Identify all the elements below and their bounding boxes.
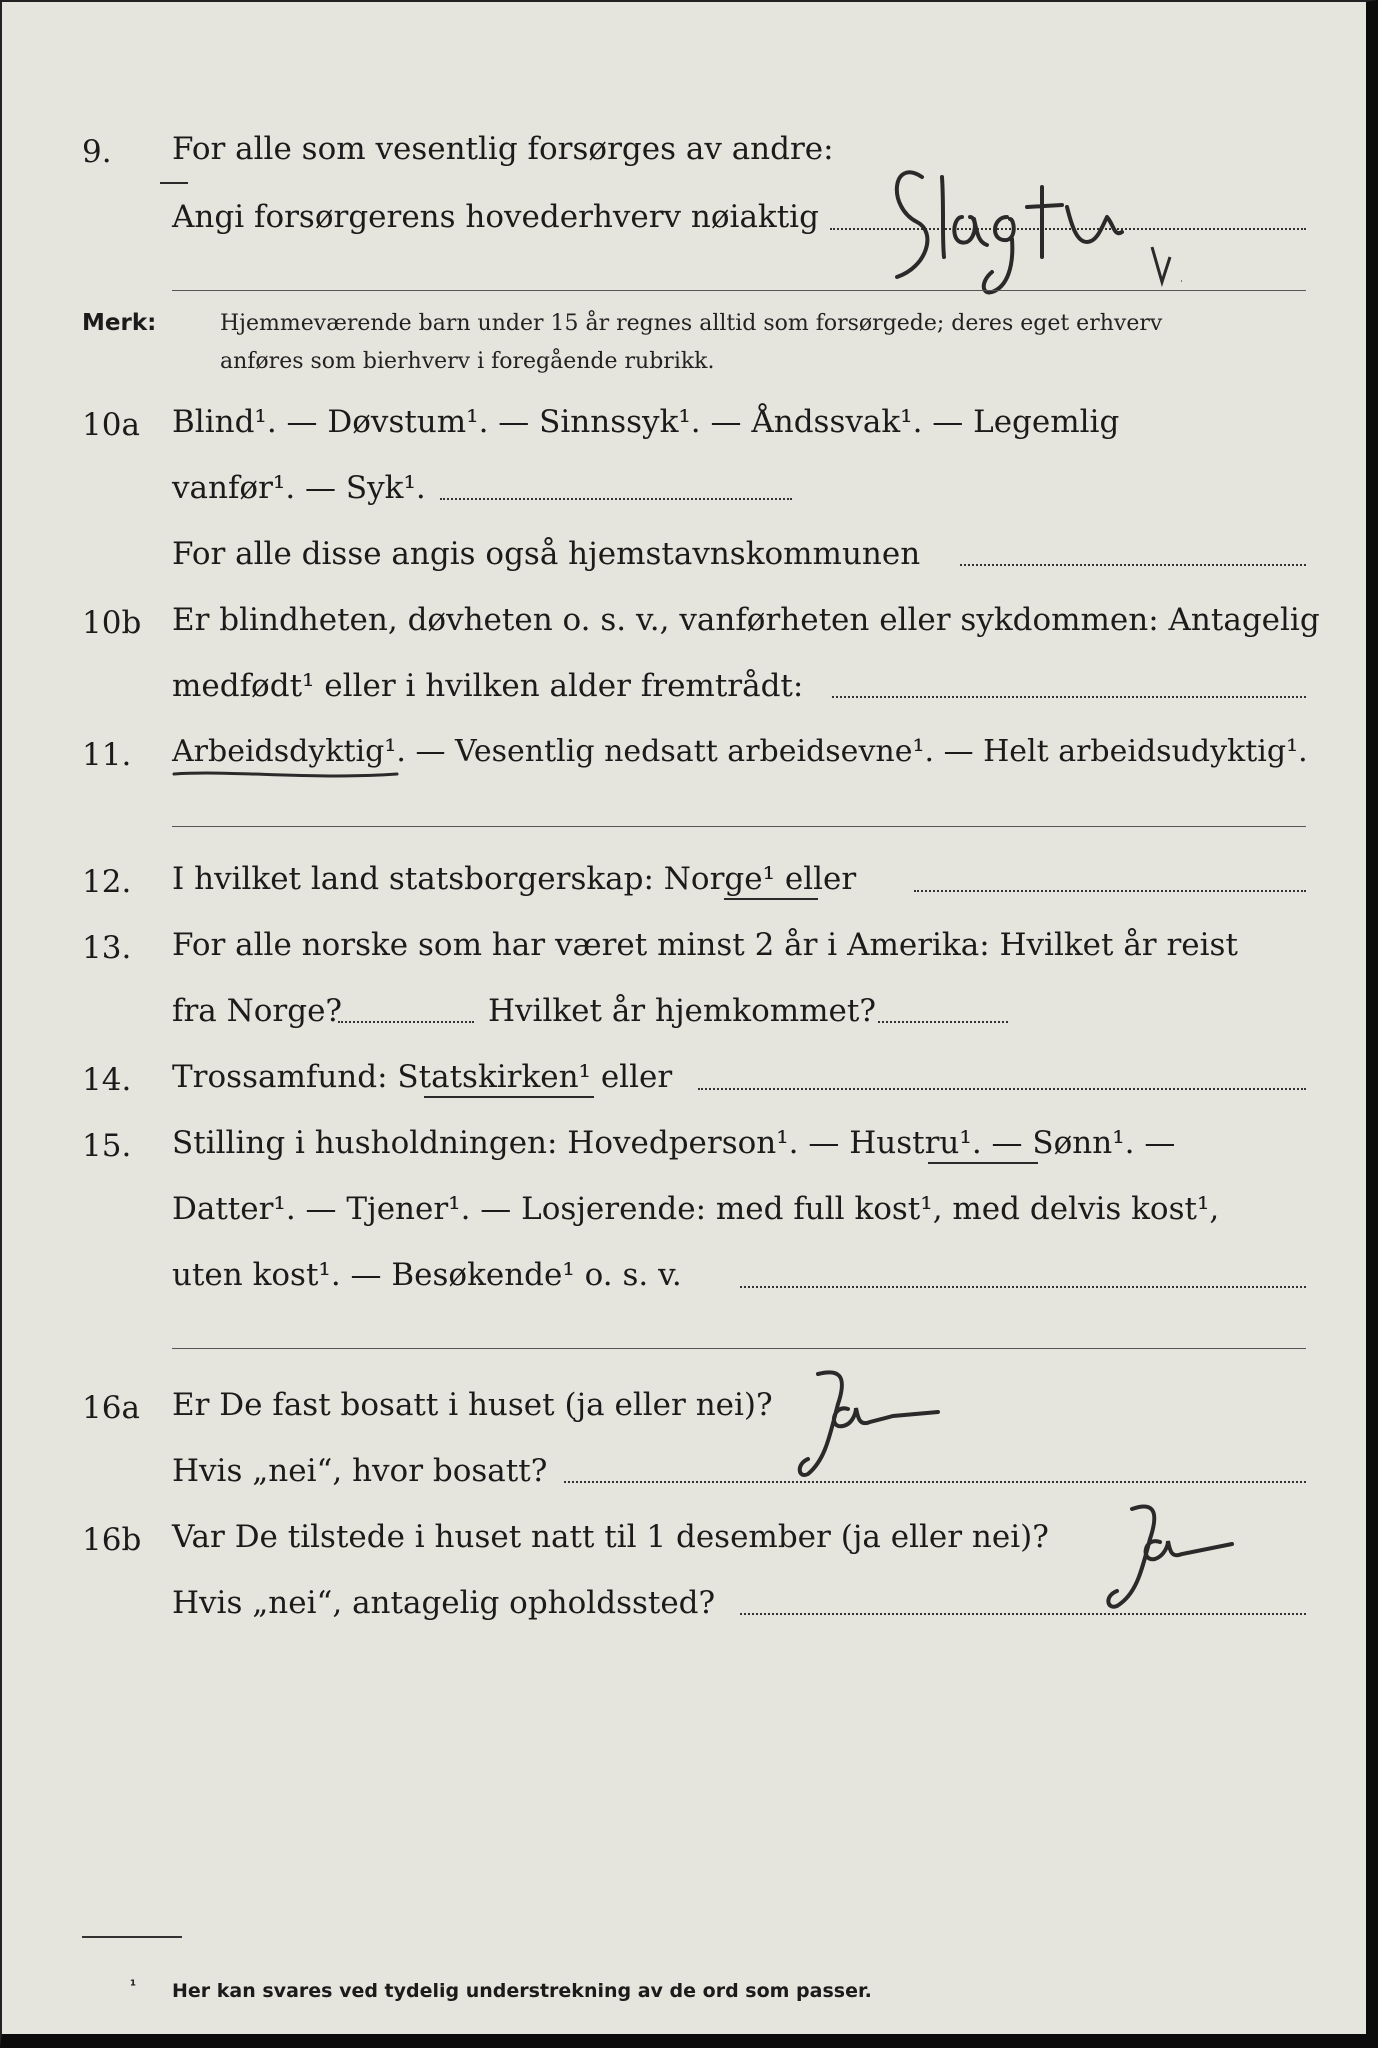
q16a-line2: Hvis „nei“, hvor bosatt? [172,1453,548,1489]
q11-line1: Arbeidsdyktig¹. — Vesentlig nedsatt arbeidsevne¹. — Helt arbeidsudyktig¹. [172,734,1308,769]
q13-hjemkommet-line [878,1021,1008,1023]
q10b-line1: Er blindheten, døvheten o. s. v., vanførheten eller sykdommen: Antagelig [172,602,1320,638]
q9-mark [160,182,188,184]
q15-line2: Datter¹. — Tjener¹. — Losjerende: med full kost¹, med delvis kost¹, [172,1191,1220,1227]
q12-number: 12. [82,864,132,900]
q16b-line1: Var De tilstede i huset natt til 1 desember (ja eller nei)? [172,1519,1049,1555]
q9-extra-line [172,290,1306,291]
q16a-handwritten-answer [788,1364,948,1484]
footnote-rule [82,1936,182,1938]
q15-line1: Stilling i husholdningen: Hovedperson¹. — Hustru¹. — Sønn¹. — [172,1125,1176,1161]
q16b-handwritten-answer [1092,1494,1242,1614]
q15-number: 15. [82,1128,132,1164]
q10a-number: 10a [82,407,140,443]
q9-handwritten-answer-occupation [882,147,1182,297]
q14-trossamfund-line [698,1088,1306,1090]
q10b-alder-line [832,696,1306,698]
q13-line2a: fra Norge? [172,993,343,1029]
footnote-text: Her kan svares ved tydelig understrekning av de ord som passer. [172,1980,872,2002]
q13-number: 13. [82,930,132,966]
q10a-line3: For alle disse angis også hjemstavnskommunen [172,536,921,572]
q9-line2: Angi forsørgerens hovederhverv nøiaktig [172,199,819,235]
q15-hustru-underline [928,1162,1038,1164]
q14-statskirken-underline [424,1096,594,1098]
q12-land-line [914,890,1306,892]
q13-reist-line [338,1021,474,1023]
q16a-bosatt-line [564,1481,1306,1483]
q14-line1: Trossamfund: Statskirken¹ eller [172,1059,673,1095]
q9-line1: For alle som vesentlig forsørges av andre: [172,131,834,167]
q16a-number: 16a [82,1390,140,1426]
q10b-number: 10b [82,605,142,641]
q16b-line2: Hvis „nei“, antagelig opholdssted? [172,1585,716,1621]
q13-line2b: Hvilket år hjemkommet? [488,993,876,1029]
q11-handwritten-underline [172,764,402,784]
q16a-line1: Er De fast bosatt i huset (ja eller nei)? [172,1387,773,1423]
q12-norge-underline [724,898,818,900]
q10a-kommune-line [960,564,1306,566]
q12-line1: I hvilket land statsborgerskap: Norge¹ eller [172,861,857,897]
q10a-syk-line [440,498,792,500]
q10a-line1: Blind¹. — Døvstum¹. — Sinnssyk¹. — Åndssvak¹. — Legemlig [172,404,1120,440]
merk-line2: anføres som bierhverv i foregående rubrikk. [220,349,715,374]
q16b-number: 16b [82,1522,142,1558]
q10a-line2: vanfør¹. — Syk¹. [172,470,426,506]
merk-line1: Hjemmeværende barn under 15 år regnes alltid som forsørgede; deres eget erhverv [220,311,1163,336]
merk-label: Merk: [82,310,157,336]
q16b-opholdssted-line [740,1613,1306,1615]
q11-extra-line [172,826,1306,827]
q9-number: 9. [82,134,112,170]
q11-number: 11. [82,737,132,773]
q15-line3: uten kost¹. — Besøkende¹ o. s. v. [172,1257,682,1293]
q15-extra-line [172,1348,1306,1349]
footnote-mark: ¹ [130,1978,137,1994]
q14-number: 14. [82,1062,132,1098]
q13-line1: For alle norske som har været minst 2 år i Amerika: Hvilket år reist [172,927,1238,963]
q10b-line2: medfødt¹ eller i hvilken alder fremtrådt: [172,668,804,704]
q15-stilling-line [740,1286,1306,1288]
